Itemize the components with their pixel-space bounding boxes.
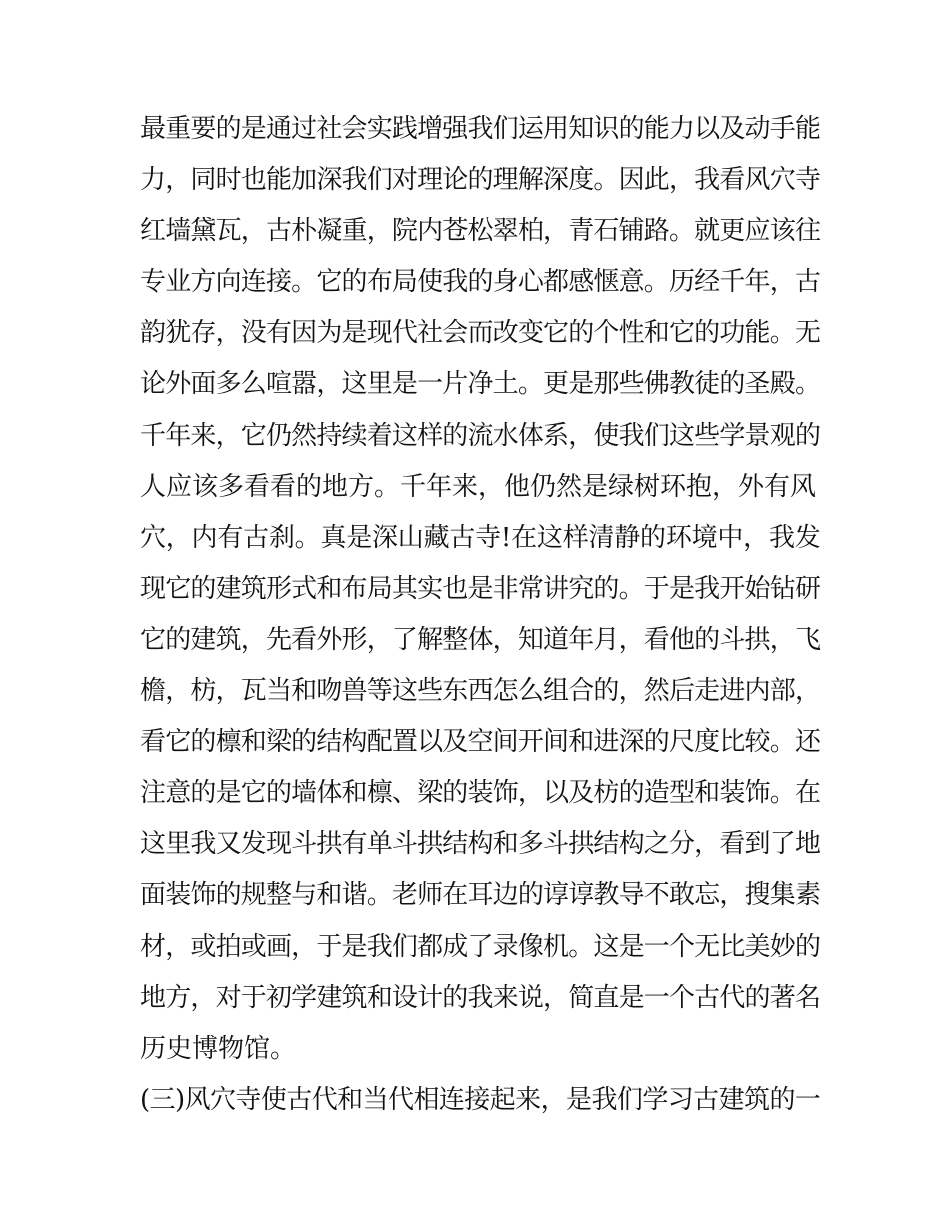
text-line: 材，或拍或画，于是我们都成了录像机。这是一个无比美妙的 [140,931,821,962]
text-line: 力，同时也能加深我们对理论的理解深度。因此，我看风穴寺 [140,165,821,196]
text-line: 历史博物馆。 [140,1033,297,1064]
text-line: 现它的建筑形式和布局其实也是非常讲究的。于是我开始钻研 [140,573,821,604]
text-line: 论外面多么喧嚣，这里是一片净土。更是那些佛教徒的圣殿。 [140,369,821,400]
text-line: 注意的是它的墙体和檩、梁的装饰，以及枋的造型和装饰。在 [140,778,821,809]
text-line: 千年来，它仍然持续着这样的流水体系，使我们这些学景观的 [140,420,821,451]
text-line: 韵犹存，没有因为是现代社会而改变它的个性和它的功能。无 [140,318,821,349]
text-line: 最重要的是通过社会实践增强我们运用知识的能力以及动手能 [140,114,821,144]
text-line: 面装饰的规整与和谐。老师在耳边的谆谆教导不敢忘，搜集素 [140,880,821,911]
text-line: 红墙黛瓦，古朴凝重，院内苍松翠柏，青石铺路。就更应该往 [140,216,821,247]
text-line: 专业方向连接。它的布局使我的身心都感惬意。历经千年，古 [140,267,821,298]
text-line: 看它的檩和梁的结构配置以及空间开间和进深的尺度比较。还 [140,727,821,758]
text-line: 人应该多看看的地方。千年来，他仍然是绿树环抱，外有风 [140,471,817,502]
text-line: 它的建筑，先看外形，了解整体，知道年月，看他的斗拱，飞 [140,624,821,655]
text-line: 地方，对于初学建筑和设计的我来说，简直是一个古代的著名 [140,982,821,1013]
text-line: 这里我又发现斗拱有单斗拱结构和多斗拱结构之分，看到了地 [140,829,821,860]
text-line: 穴，内有古刹。真是深山藏古寺!在这样清静的环境中，我发 [140,522,821,553]
text-line: 檐，枋，瓦当和吻兽等这些东西怎么组合的，然后走进内部， [140,676,821,707]
section-heading-line: (三)风穴寺使古代和当代相连接起来，是我们学习古建筑的一 [140,1084,821,1115]
body-text [140,104,820,1126]
